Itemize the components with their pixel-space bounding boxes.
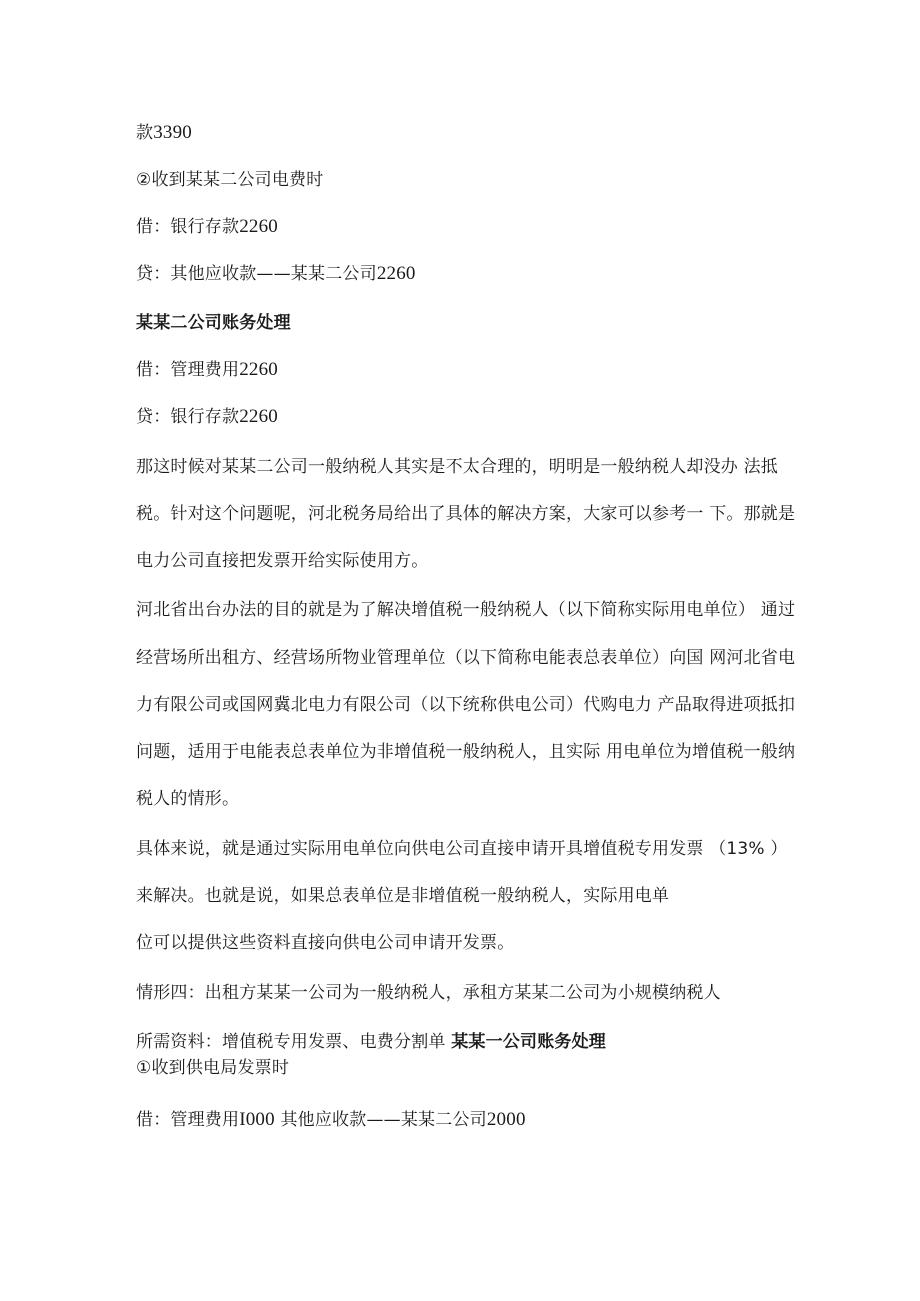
amount: 3390 xyxy=(153,122,193,143)
text-line: ②收到某某二公司电费时 xyxy=(136,170,324,190)
line-text: 贷：银行存款 xyxy=(136,407,240,427)
text-line xyxy=(136,405,278,429)
section-heading: 某某二公司账务处理 xyxy=(136,313,291,333)
line-text: 款 xyxy=(136,123,154,143)
line-text: 借：管理费用 xyxy=(136,360,240,380)
amount: 2000 xyxy=(486,1109,526,1130)
line-text: 贷：其他应收款——某某二公司 xyxy=(136,264,377,284)
paragraph-line: 具体来说，就是通过实际用电单位向供电公司直接申请开具增值税专用发票 （13% ） xyxy=(136,839,788,859)
paragraph-line: 电力公司直接把发票开给实际使用方。 xyxy=(136,551,429,571)
text-line xyxy=(136,215,278,239)
paragraph-line: 力有限公司或国网冀北电力有限公司（以下统称供电公司）代购电力 产品取得进项抵扣 xyxy=(136,695,796,715)
amount: I000 xyxy=(239,1109,275,1130)
paragraph-line: 税。针对这个问题呢，河北税务局给出了具体的解决方案，大家可以参考一 下。那就是 xyxy=(136,504,796,524)
amount: 2260 xyxy=(239,359,279,380)
paragraph-line: 来解决。也就是说，如果总表单位是非增值税一般纳税人，实际用电单 xyxy=(136,886,670,906)
section-heading: 某某一公司账务处理 xyxy=(451,1032,607,1052)
text-line xyxy=(136,121,192,145)
text-line: ①收到供电局发票时 xyxy=(136,1058,290,1078)
line-text: 所需资料：增值税专用发票、电费分割单 xyxy=(136,1032,452,1052)
text-line xyxy=(136,358,278,382)
paragraph-line: 那这时候对某某二公司一般纳税人其实是不太合理的，明明是一般纳税人却没办 法抵 xyxy=(136,457,779,477)
line-text: 其他应收款——某某二公司 xyxy=(274,1110,487,1130)
amount: 2260 xyxy=(239,406,279,427)
text-line xyxy=(136,1108,526,1132)
line-text: 借：管理费用 xyxy=(136,1110,240,1130)
amount: 2260 xyxy=(376,263,416,284)
paragraph-line: 情形四：出租方某某一公司为一般纳税人，承租方某某二公司为小规模纳税人 xyxy=(136,983,721,1003)
paragraph-line: 河北省出台办法的目的就是为了解决增值税一般纳税人（以下简称实际用电单位） 通过 xyxy=(136,600,796,620)
line-text: 借：银行存款 xyxy=(136,217,240,237)
text-line xyxy=(136,262,416,286)
paragraph-line: 税人的情形。 xyxy=(136,789,240,809)
paragraph-line: 问题，适用于电能表总表单位为非增值税一般纳税人，且实际 用电单位为增值税一般纳 xyxy=(136,742,796,762)
paragraph-line: 位可以提供这些资料直接向供电公司申请开发票。 xyxy=(136,933,515,953)
text-line xyxy=(136,1030,606,1054)
amount: 2260 xyxy=(239,216,279,237)
paragraph-line: 经营场所出租方、经营场所物业管理单位（以下简称电能表总表单位）向国 网河北省电 xyxy=(136,648,796,668)
